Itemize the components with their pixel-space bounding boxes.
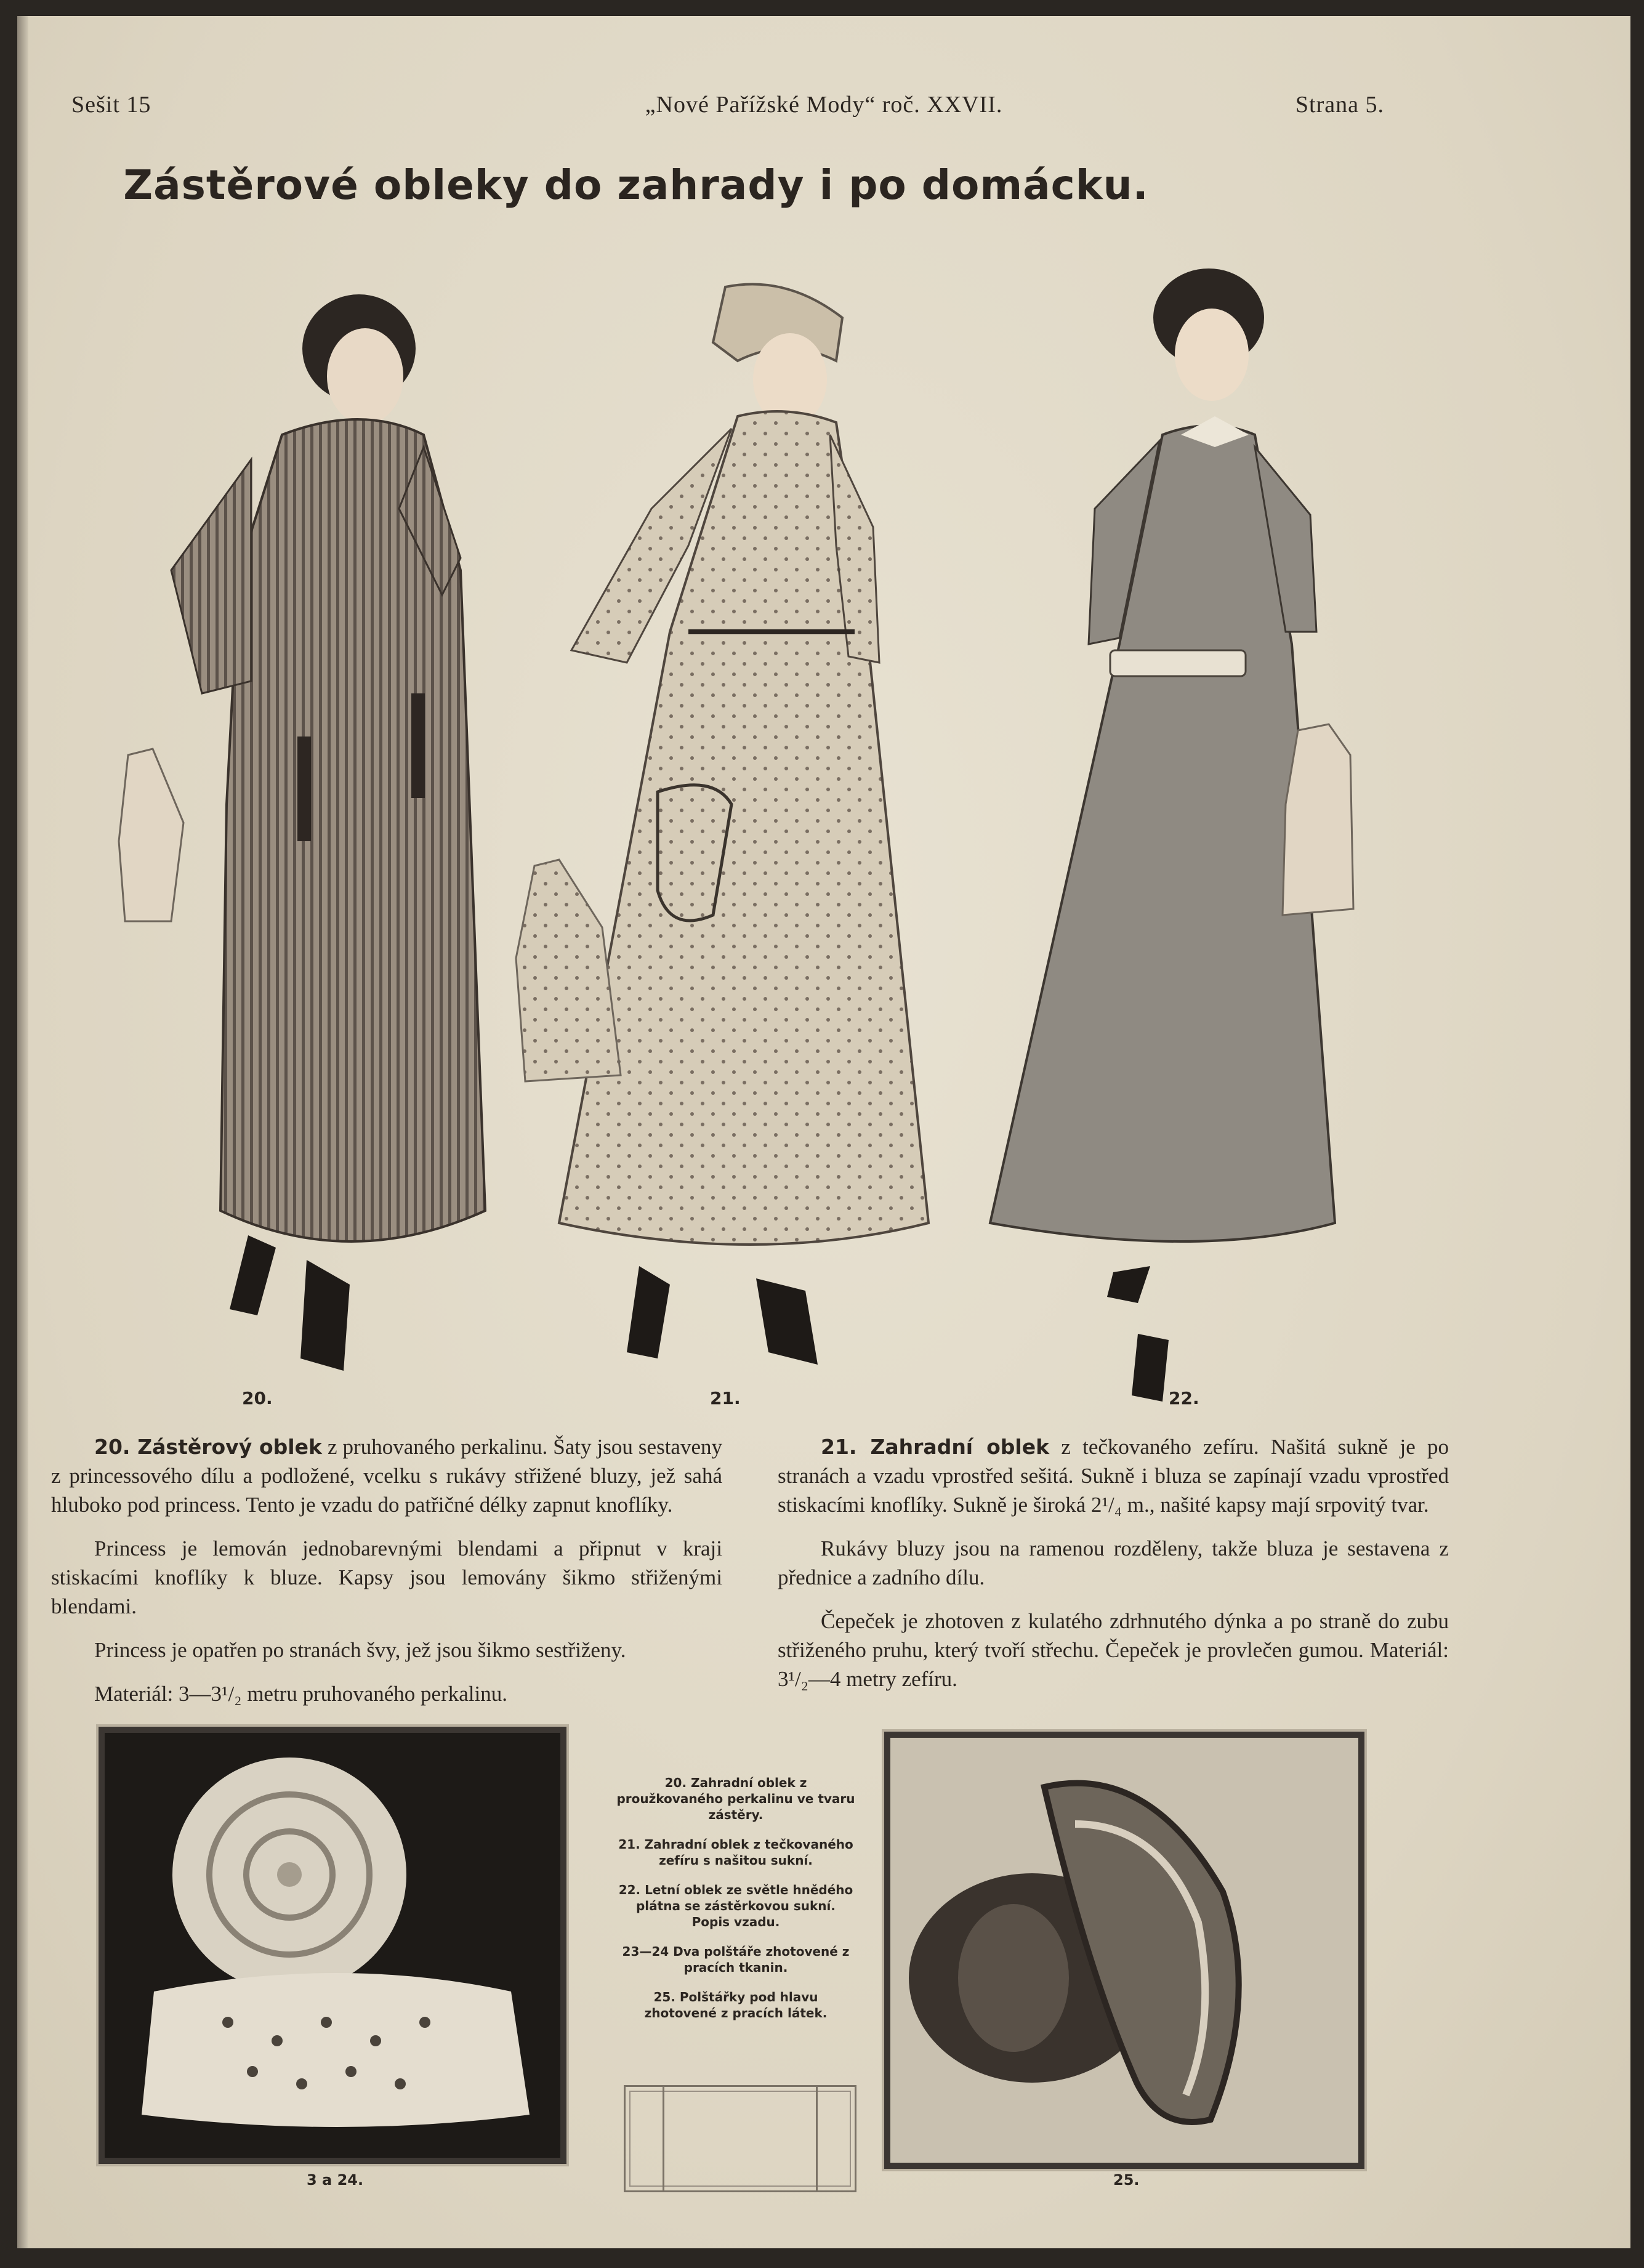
magazine-title: „Nové Pařížské Mody“ roč. XXVII.: [645, 92, 1003, 118]
right-paragraph-1: [778, 1432, 1449, 1519]
left-paragraph-1: [51, 1432, 722, 1519]
caption-photo-left: 3 a 24.: [307, 2171, 364, 2189]
page-number: Strana 5.: [1295, 92, 1384, 118]
legend-item: 23—24 Dva polštáře zhotovené z pracích tkanin.: [622, 1944, 850, 1975]
left-paragraph-3: Princess je opatřen po stranách švy, jež jsou šikmo sestřiženy.: [94, 1638, 626, 1662]
legend-item: 20. Zahradní oblek z proužkovaného perkalinu ve tvaru zástěry.: [616, 1775, 855, 1822]
left-paragraph-4: Materiál: 3—3¹/₂ metru pruhovaného perkalinu.: [94, 1682, 507, 1706]
figure-21-illustration: [516, 285, 929, 1365]
right-lead: 21. Zahradní oblek: [821, 1435, 1050, 1459]
magazine-page: [17, 16, 1630, 2248]
cushions-23-24-image: [105, 1733, 560, 2158]
cushions-photo-right: [884, 1732, 1364, 2169]
decorative-box-divider: [816, 2087, 818, 2190]
legend-item: 21. Zahradní oblek z tečkovaného zefíru s našitou sukní.: [618, 1837, 853, 1868]
caption-photo-right: 25.: [1113, 2171, 1140, 2189]
figure-22-illustration: [990, 268, 1353, 1402]
figure-legend: [616, 1775, 856, 2035]
figure-number-21: 21.: [710, 1388, 741, 1408]
left-text-column: [51, 1432, 722, 1723]
decorative-box-divider: [663, 2087, 664, 2190]
legend-item: 25. Polštářky pod hlavu zhotovené z pracích látek.: [644, 1990, 828, 2020]
right-p1-text: z tečkovaného zefíru. Našitá sukně je po stranách a vzadu vprostřed sešitá. Sukně i bluza se zapínají vzadu vprostřed stiskacími knoflíky. Sukně je široká 2¹/₄ m., našité kapsy mají srpovitý tvar.: [778, 1435, 1449, 1517]
cushions-photo-left: [99, 1727, 566, 2164]
decorative-box: [624, 2085, 856, 2192]
legend-item: 22. Letní oblek ze světle hnědého plátna se zástěrkovou sukní. Popis vzadu.: [618, 1883, 853, 1929]
left-lead: 20. Zástěrový oblek: [94, 1435, 322, 1459]
left-p1-text: z pruhovaného perkalinu. Šaty jsou sestaveny z princessového dílu a podložené, vcelku s rukávy střižené bluzy, jež sahá hluboko pod princess. Tento je vzadu do patřičné délky zapnut knoflíky.: [51, 1435, 722, 1517]
right-text-column: [778, 1432, 1449, 1708]
issue-number: Sešit 15: [71, 92, 151, 118]
left-paragraph-2: Princess je lemován jednobarevnými blendami a připnut v kraji stiskacími knoflíky k bluze. Kapsy jsou lemovány šikmo střiženými blendami.: [51, 1536, 722, 1618]
fashion-illustrations: [17, 250, 1433, 1420]
right-paragraph-2: Rukávy bluzy jsou na ramenou rozděleny, takže bluza je sestavena z přednice a zadního dílu.: [778, 1536, 1449, 1589]
right-paragraph-3: Čepeček je zhotoven z kulatého zdrhnutého dýnka a po straně do zubu střiženého pruhu, který tvoří střechu. Čepeček je provlečen gumou. Materiál: 3¹/₂—4 metry zefíru.: [778, 1609, 1449, 1691]
figure-number-22: 22.: [1169, 1388, 1199, 1408]
cushions-25-image: [890, 1738, 1358, 2163]
figure-number-20: 20.: [242, 1388, 273, 1408]
figure-20-illustration: [119, 294, 485, 1371]
page-title: Zástěrové obleky do zahrady i po domácku.: [123, 161, 1149, 209]
